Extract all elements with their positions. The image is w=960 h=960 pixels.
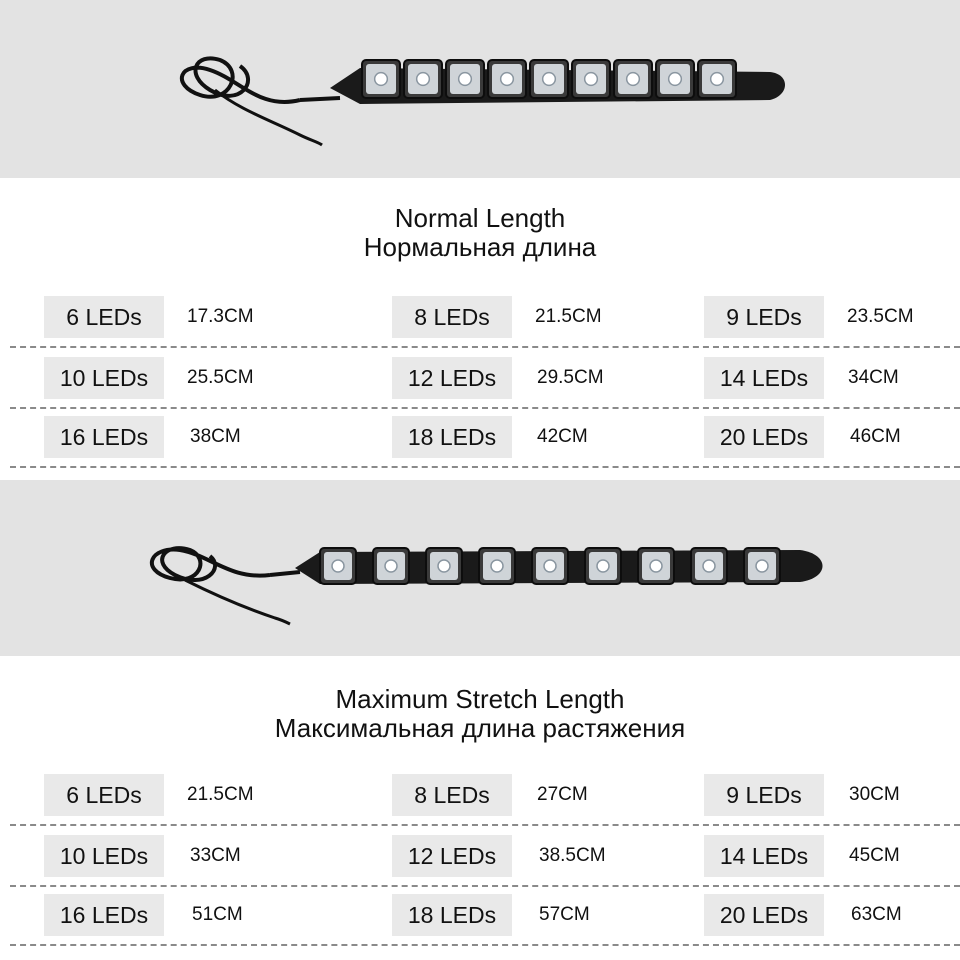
row-divider [10, 944, 960, 946]
led-module [698, 60, 736, 98]
led-count-label: 10 LEDs [44, 357, 164, 399]
length-value: 45CM [849, 845, 900, 866]
normal-title-ru: Нормальная длина [363, 232, 597, 262]
led-count-label: 6 LEDs [44, 774, 164, 816]
led-module [614, 60, 652, 98]
length-value: 21.5CM [535, 306, 602, 327]
led-module [362, 60, 400, 98]
led-strip-stretch-image [0, 480, 960, 656]
length-value: 42CM [537, 426, 588, 447]
row-divider [10, 346, 960, 348]
led-module [638, 548, 674, 584]
led-module [404, 60, 442, 98]
row-divider [10, 466, 960, 468]
length-value: 27CM [537, 784, 588, 805]
product-photo-stretch [0, 480, 960, 656]
length-value: 63CM [851, 904, 902, 925]
stretch-length-heading [0, 685, 960, 743]
led-count-label: 8 LEDs [392, 774, 512, 816]
led-module [691, 548, 727, 584]
table-row [0, 357, 960, 401]
led-count-label: 12 LEDs [392, 357, 512, 399]
led-module [320, 548, 356, 584]
led-count-label: 8 LEDs [392, 296, 512, 338]
length-value: 38CM [190, 426, 241, 447]
led-strip-normal-image [0, 0, 960, 178]
stretch-title-en: Maximum Stretch Length [335, 684, 625, 714]
led-count-label: 12 LEDs [392, 835, 512, 877]
length-value: 23.5CM [847, 306, 914, 327]
led-count-label: 9 LEDs [704, 774, 824, 816]
row-divider [10, 885, 960, 887]
led-count-label: 18 LEDs [392, 416, 512, 458]
led-count-label: 14 LEDs [704, 357, 824, 399]
led-count-label: 14 LEDs [704, 835, 824, 877]
length-value: 51CM [192, 904, 243, 925]
length-value: 38.5CM [539, 845, 606, 866]
led-module [373, 548, 409, 584]
led-count-label: 10 LEDs [44, 835, 164, 877]
length-value: 57CM [539, 904, 590, 925]
led-module [656, 60, 694, 98]
led-module [585, 548, 621, 584]
normal-length-heading [0, 204, 960, 262]
stretch-title-ru: Максимальная длина растяжения [274, 713, 686, 743]
table-row [0, 774, 960, 818]
length-value: 30CM [849, 784, 900, 805]
length-value: 46CM [850, 426, 901, 447]
led-module [488, 60, 526, 98]
led-module [572, 60, 610, 98]
length-value: 33CM [190, 845, 241, 866]
led-module [479, 548, 515, 584]
length-value: 29.5CM [537, 367, 604, 388]
product-photo-normal [0, 0, 960, 178]
table-row [0, 416, 960, 460]
led-count-label: 16 LEDs [44, 894, 164, 936]
led-count-label: 6 LEDs [44, 296, 164, 338]
length-value: 17.3CM [187, 306, 254, 327]
length-value: 25.5CM [187, 367, 254, 388]
led-module [744, 548, 780, 584]
led-count-label: 9 LEDs [704, 296, 824, 338]
led-module [426, 548, 462, 584]
length-value: 34CM [848, 367, 899, 388]
led-count-label: 16 LEDs [44, 416, 164, 458]
row-divider [10, 407, 960, 409]
led-module [530, 60, 568, 98]
table-row [0, 835, 960, 879]
table-row [0, 894, 960, 938]
length-value: 21.5CM [187, 784, 254, 805]
led-module [532, 548, 568, 584]
led-count-label: 20 LEDs [704, 416, 824, 458]
table-row [0, 296, 960, 340]
led-module [446, 60, 484, 98]
led-count-label: 20 LEDs [704, 894, 824, 936]
normal-title-en: Normal Length [394, 203, 566, 233]
row-divider [10, 824, 960, 826]
led-count-label: 18 LEDs [392, 894, 512, 936]
